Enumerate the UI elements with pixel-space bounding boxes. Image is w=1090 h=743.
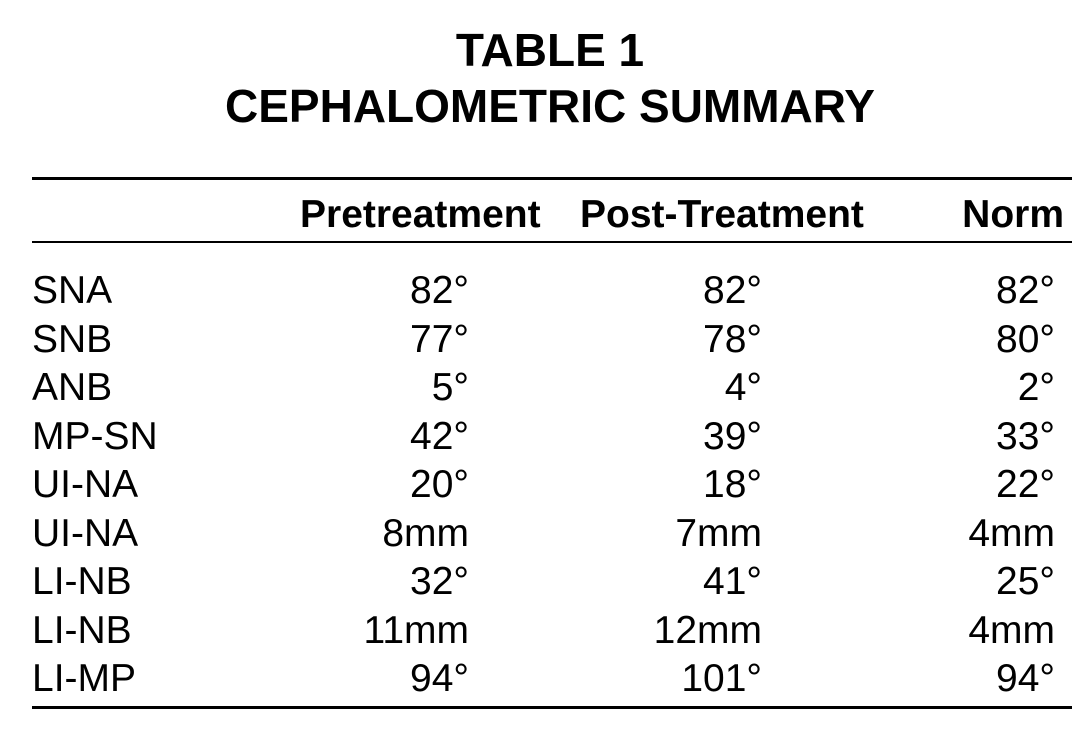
row-label: SNA xyxy=(32,269,113,312)
table-bottom-rule xyxy=(32,706,1072,709)
post-treatment-value: 78° xyxy=(703,317,762,361)
post-treatment-value: 7mm xyxy=(675,511,762,555)
norm-value: 4mm xyxy=(968,511,1055,555)
post-treatment-value: 101° xyxy=(681,657,762,700)
row-label: ANB xyxy=(32,366,113,409)
pretreatment-value: 20° xyxy=(410,463,469,506)
row-label: UI-NA xyxy=(32,511,139,555)
table-row xyxy=(0,558,1090,607)
norm-value: 94° xyxy=(996,657,1055,700)
norm-value: 4mm xyxy=(968,608,1055,652)
pretreatment-value: 94° xyxy=(410,657,469,700)
row-label: MP-SN xyxy=(32,414,158,458)
header-norm: Norm xyxy=(962,193,1064,236)
pretreatment-value: 11mm xyxy=(363,608,469,652)
table-row xyxy=(0,655,1090,704)
table-row xyxy=(0,413,1090,462)
post-treatment-value: 41° xyxy=(703,560,762,603)
row-label: UI-NA xyxy=(32,463,139,506)
table-row xyxy=(0,364,1090,413)
table-row xyxy=(0,607,1090,656)
post-treatment-value: 12mm xyxy=(653,608,762,652)
norm-value: 22° xyxy=(996,463,1055,506)
header-pretreatment: Pretreatment xyxy=(300,193,541,236)
table-top-rule xyxy=(32,177,1072,180)
norm-value: 80° xyxy=(996,317,1055,361)
row-label: LI-MP xyxy=(32,657,137,700)
row-label: LI-NB xyxy=(32,560,132,603)
norm-value: 33° xyxy=(996,414,1055,458)
norm-value: 2° xyxy=(1017,366,1055,409)
post-treatment-value: 18° xyxy=(703,463,762,506)
table-title: CEPHALOMETRIC SUMMARY xyxy=(225,80,875,132)
row-label: SNB xyxy=(32,317,113,361)
pretreatment-value: 77° xyxy=(410,317,469,361)
pretreatment-value: 5° xyxy=(431,366,469,409)
pretreatment-value: 82° xyxy=(410,269,469,312)
table-row xyxy=(0,316,1090,365)
post-treatment-value: 4° xyxy=(724,366,762,409)
table-body xyxy=(0,267,1090,704)
pretreatment-value: 32° xyxy=(410,560,469,603)
header-post-treatment: Post-Treatment xyxy=(580,193,864,236)
table-row xyxy=(0,461,1090,510)
norm-value: 25° xyxy=(996,560,1055,603)
post-treatment-value: 82° xyxy=(703,269,762,312)
table-header-rule xyxy=(32,241,1072,243)
table-row xyxy=(0,510,1090,559)
norm-value: 82° xyxy=(996,269,1055,312)
row-label: LI-NB xyxy=(32,608,132,652)
post-treatment-value: 39° xyxy=(703,414,762,458)
table-number-title: TABLE 1 xyxy=(455,24,645,76)
table-row xyxy=(0,267,1090,316)
pretreatment-value: 42° xyxy=(410,414,469,458)
pretreatment-value: 8mm xyxy=(382,511,469,555)
